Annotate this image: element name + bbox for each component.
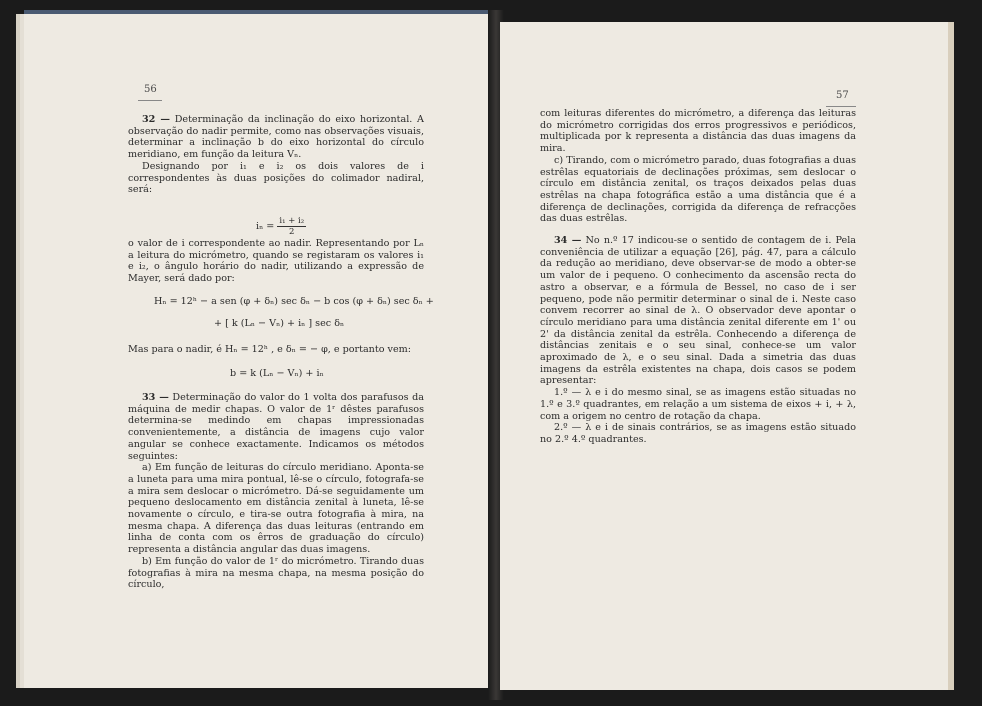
page-number-left: 56 xyxy=(144,84,157,95)
section-32-intro xyxy=(128,114,424,196)
section-32-p2: Designando por i₁ e i₂ os dois valores de i correspondentes às duas posições do colimador nadiral, será: xyxy=(128,160,424,196)
method-c: c) Tirando, com o micrómetro parado, duas fotografias a duas estrêlas equatoriais de declinações próximas, sem deslocar o círculo em distância zenital, os traços deixados pelas duas estrêlas na chapa fotográfica estão a uma distância que é a diferença de declinações, corrigida da diferença de refracções das duas estrêlas. xyxy=(540,154,856,225)
formula-in-fraction xyxy=(277,216,306,237)
left-page xyxy=(24,14,492,688)
section-32-p4: Mas para o nadir, é Hₙ = 12ʰ , e δₙ = − φ, e portanto vem: xyxy=(128,344,411,355)
page-number-rule xyxy=(826,106,856,107)
formula-hn-line1: Hₙ = 12ʰ − a sen (φ + δₙ) sec δₙ − b cos (φ + δₙ) sec δₙ + xyxy=(154,296,434,307)
section-33-method-b: b) Em função do valor de 1ʳ do micrómetro. Tirando duas fotografias à mira na mesma chapa, na mesma posição do círculo, xyxy=(128,555,424,591)
section-34-case1: 1.º — λ e i do mesmo sinal, se as imagens estão situadas no 1.º e 3.º quadrantes, em relação a um sistema de eixos + i, + λ, com a origem no centro de rotação da chapa. xyxy=(540,387,856,422)
section-34-p1: No n.º 17 indicou-se o sentido de contagem de i. Pela conveniência de utilizar a equação [26], pág. 47, para a cálculo da redução ao meridiano, deve observar-se de modo a obter-se um valor de i pequeno. O conhecimento da ascensão recta do astro a observar, e a fórmula de Bessel, no caso de i ser pequeno, pode não permitir determinar o sinal de i. Neste caso convem recorrer ao sinal de λ. O observador deve apontar o círculo meridiano para uma distância zenital diferente em 1' ou 2' da distância zenital da estrêla. Conhecendo a diferença de distâncias zenitais e o seu sinal, conhece-se um valor aproximado de λ, e o seu sinal. Dada a simetria das duas imagens da estrêla existentes na chapa, dois casos se podem apresentar: xyxy=(540,235,856,387)
formula-in xyxy=(256,216,306,237)
page-number-right: 57 xyxy=(836,90,849,101)
section-32-p3: o valor de i correspondente ao nadir. Representando por Lₙ a leitura do micrómetro, quando se registaram os valores i₁ e i₂, o ângulo horário do nadir, utilizando a expressão de Mayer, será dado por: xyxy=(128,238,424,285)
right-page-text xyxy=(540,108,856,446)
section-33 xyxy=(128,392,424,591)
page-number-rule xyxy=(138,100,162,101)
section-33-p1: Determinação do valor do 1 volta dos parafusos da máquina de medir chapas. O valor de 1ʳ dêstes parafusos determina-se medindo em chapas impressionadas convenientemente, a distância de imagens cujo valor angular se conhece exactamente. Indicamos os métodos seguintes: xyxy=(128,392,424,462)
formula-hn-line2: + [ k (Lₙ − Vₙ) + iₙ ] sec δₙ xyxy=(214,318,345,329)
section-32-p4-block xyxy=(128,344,424,356)
formula-in-denominator: 2 xyxy=(289,227,295,237)
section-33-method-a: a) Em função de leituras do círculo meridiano. Aponta-se a luneta para uma mira pontual, lê-se o círculo, fotografa-se a mira sem deslocar o micrómetro. Dá-se seguidamente um pequeno deslocamento em distância zenital à luneta, lê-se novamente o círculo, e tira-se outra fotografia à mira, na mesma chapa. A diferença das duas leituras (entrando em linha de conta com os êrros de graduação do círculo) representa a distância angular das duas imagens. xyxy=(128,462,424,556)
section-32-p3-block xyxy=(128,238,424,285)
right-page xyxy=(500,22,954,690)
formula-b: b = k (Lₙ − Vₙ) + iₙ xyxy=(230,368,324,379)
section-34-heading: 34 — xyxy=(554,235,582,247)
section-33-heading: 33 — xyxy=(142,392,169,403)
formula-in-lhs: iₙ = xyxy=(256,221,275,232)
method-b-continuation: com leituras diferentes do micrómetro, a diferença das leituras do micrómetro corrigidas dos erros progressivos e periódicos, multiplicada por k representa a distância das duas imagens da mira. xyxy=(540,108,856,155)
section-32-heading: 32 — xyxy=(142,114,170,125)
formula-in-numerator: i₁ + i₂ xyxy=(279,216,305,226)
section-34-case2: 2.º — λ e i de sinais contrários, se as imagens estão situado no 2.º 4.º quadrantes. xyxy=(540,422,856,445)
section-32-p1: Determinação da inclinação do eixo horizontal. A observação do nadir permite, como nas observações visuais, determinar a inclinação b do eixo horizontal do círculo meridiano, em função da leitura Vₙ. xyxy=(128,114,424,161)
